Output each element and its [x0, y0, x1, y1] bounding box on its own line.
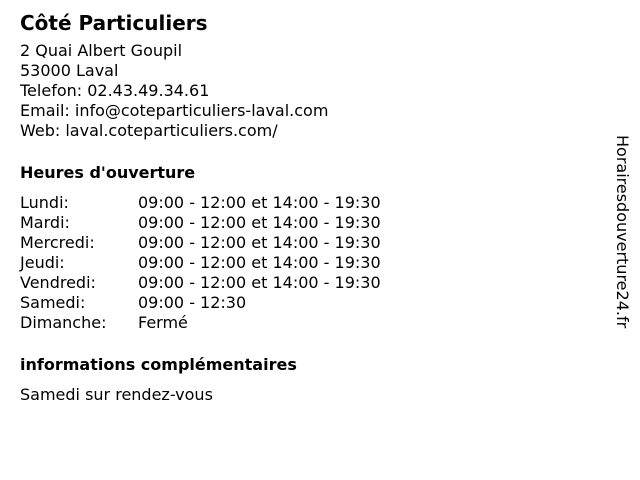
address-city: 53000 Laval: [20, 61, 119, 80]
day-label: Samedi:: [20, 293, 86, 312]
day-label: Jeudi:: [20, 253, 65, 272]
extra-info-text: Samedi sur rendez-vous: [20, 385, 213, 404]
hours-row-monday: [20, 193, 600, 213]
day-label: Lundi:: [20, 193, 69, 212]
hours-row-thursday: [20, 253, 600, 273]
day-hours: 09:00 - 12:00 et 14:00 - 19:30: [138, 253, 381, 272]
day-hours: 09:00 - 12:00 et 14:00 - 19:30: [138, 273, 381, 292]
business-name: Côté Particuliers: [20, 11, 208, 35]
email-address: Email: info@coteparticuliers-laval.com: [20, 101, 329, 120]
opening-hours-table: [20, 193, 600, 333]
day-hours: 09:00 - 12:00 et 14:00 - 19:30: [138, 193, 381, 212]
day-hours: 09:00 - 12:00 et 14:00 - 19:30: [138, 233, 381, 252]
address-street: 2 Quai Albert Goupil: [20, 41, 183, 60]
opening-hours-heading: Heures d'ouverture: [20, 163, 196, 182]
hours-row-friday: [20, 273, 600, 293]
day-label: Dimanche:: [20, 313, 107, 332]
hours-row-saturday: [20, 293, 600, 313]
hours-row-sunday: [20, 313, 600, 333]
phone-number: Telefon: 02.43.49.34.61: [20, 81, 210, 100]
day-label: Mardi:: [20, 213, 70, 232]
day-hours: 09:00 - 12:00 et 14:00 - 19:30: [138, 213, 381, 232]
business-card: [20, 11, 600, 405]
day-label: Vendredi:: [20, 273, 96, 292]
day-hours: 09:00 - 12:30: [138, 293, 247, 312]
hours-row-wednesday: [20, 233, 600, 253]
day-label: Mercredi:: [20, 233, 95, 252]
website: Web: laval.coteparticuliers.com/: [20, 121, 278, 140]
hours-row-tuesday: [20, 213, 600, 233]
site-watermark: Horairesdouverture24.fr: [613, 135, 632, 329]
day-hours: Fermé: [138, 313, 188, 332]
extra-info-heading: informations complémentaires: [20, 355, 297, 374]
